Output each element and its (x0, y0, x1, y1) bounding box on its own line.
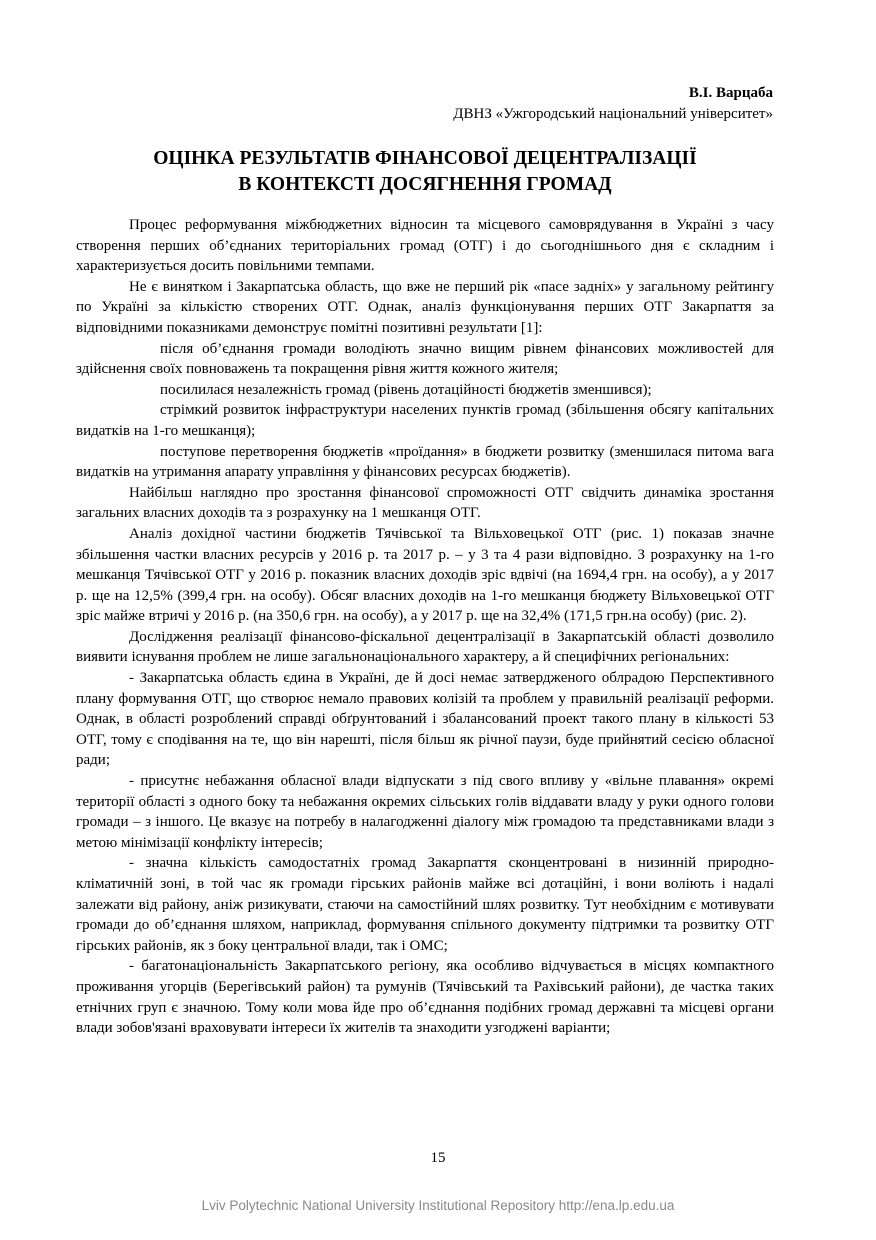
dash-item: - значна кількість самодостатніх громад Закарпаття сконцентровані в низинній природно-кліматичній зоні, в той час як громади гірських районів майже всі дотаційні, і вони воліють і надалі залежати від району, аніж ризикувати, стаючи на самостійний шлях розвитку. Тут необхідним є мотивувати громади до об’єднання шляхом, наприклад, формування спільного документу підтримки та розвитку ОТГ гірських районів, як з боку центральної влади, так і ОМС; (76, 855, 774, 954)
page-number: 15 (430, 1150, 446, 1166)
author-name: В.І. Варцаба (688, 85, 773, 101)
paper-title (76, 146, 774, 198)
title-line-2: В КОНТЕКСТІ ДОСЯГНЕННЯ ГРОМАД (238, 174, 612, 195)
paragraph: Процес реформування міжбюджетних відносин та місцевого самоврядування в Україні з часу створення перших об’єднаних територіальних громад (ОТГ) і до сьогоднішнього дня є складним і характеризується досить повільними темпами. (76, 217, 774, 275)
paragraph: Найбільш наглядно про зростання фінансової спроможності ОТГ свідчить динаміка зростання загальних власних доходів та з розрахунку на 1 мешканця ОТГ. (76, 484, 774, 522)
paragraph: Аналіз дохідної частини бюджетів Тячівської та Вільховецької ОТГ (рис. 1) показав значне збільшення частки власних ресурсів у 2016 р. та 2017 р. – у 3 та 4 рази відповідно. З розрахунку на 1-го мешканця Тячівської ОТГ у 2016 р. показник власних доходів зріс вдвічі (на 1694,4 грн. на особу), а у 2017 р. ще на 12,5% (399,4 грн. на особу). Обсяг власних доходів на 1-го мешканця бюджету Вільховецької ОТГ зріс майже втричі у 2016 р. (на 350,6 грн. на особу), а у 2017 р. ще на 32,4% (171,5 грн.на особу) (рис. 2). (76, 525, 774, 625)
list-item: посилилася незалежність громад (рівень дотаційності бюджетів зменшився); (160, 381, 652, 398)
paragraph: Дослідження реалізації фінансово-фіскальної децентралізації в Закарпатській області дозволило виявити існування проблем не лише загальнонаціонального характеру, а й специфічних регіональних: (76, 628, 774, 666)
author-affiliation: ДВНЗ «Ужгородський національний університет» (453, 106, 773, 122)
list-item: стрімкий розвиток інфраструктури населених пунктів громад (збільшення обсягу капітальних видатків на 1-го мешканця); (76, 402, 774, 439)
article-body (76, 215, 774, 1039)
list-item: після об’єднання громади володіють значно вищим рівнем фінансових можливостей для здійснення своїх повноважень та покращення рівня життя кожного жителя; (76, 340, 774, 378)
title-line-1: ОЦІНКА РЕЗУЛЬТАТІВ ФІНАНСОВОЇ ДЕЦЕНТРАЛІЗАЦІЇ (153, 148, 697, 169)
dash-item: - багатонаціональність Закарпатського регіону, яка особливо відчувається в місцях компактного проживання угорців (Берегівський район) та румунів (Тячівський та Рахівський райони), де частка таких етнічних груп є значною. Тому коли мова йде про об’єднання подібних громад державні та місцеві органи влади зобов'язані враховувати інтереси їх жителів та знаходити узгоджені варіанти; (76, 958, 774, 1037)
list-item: поступове перетворення бюджетів «проїдання» в бюджети розвитку (зменшилася питома вага видатків на утримання апарату управління у фінансових ресурсах бюджетів). (76, 443, 774, 481)
dash-item: - присутнє небажання обласної влади відпускати з під свого впливу у «вільне плавання» окремі території області з одного боку та небажання окремих сільських голів віддавати владу у руки одного голови громади – з іншого. Це вказує на потребу в налагодженні діалогу між громадою та представниками влади з метою мінімізації конфлікту інтересів; (76, 773, 774, 851)
repository-footer: Lviv Polytechnic National University Institutional Repository http://ena.lp.edu.ua (201, 1198, 675, 1213)
paragraph: Не є винятком і Закарпатська область, що вже не перший рік «пасе задніх» у загальному рейтингу по Україні за кількістю створених ОТГ. Однак, аналіз функціонування перших ОТГ Закарпаття за відповідними показниками демонструє помітні позитивні результати [1]: (76, 278, 774, 336)
dash-item: - Закарпатська область єдина в Україні, де й досі немає затвердженого облрадою Перспективного плану формування ОТГ, що створює немало правових колізій та проблем у правильній реалізації реформи. Однак, в області розроблений справді обґрунтований і збалансований проект такого плану в кількості 53 ОТГ, тому є сподівання на те, що він нарешті, після більш як річної паузи, буде прийнятий сесією обласної ради; (76, 670, 774, 769)
